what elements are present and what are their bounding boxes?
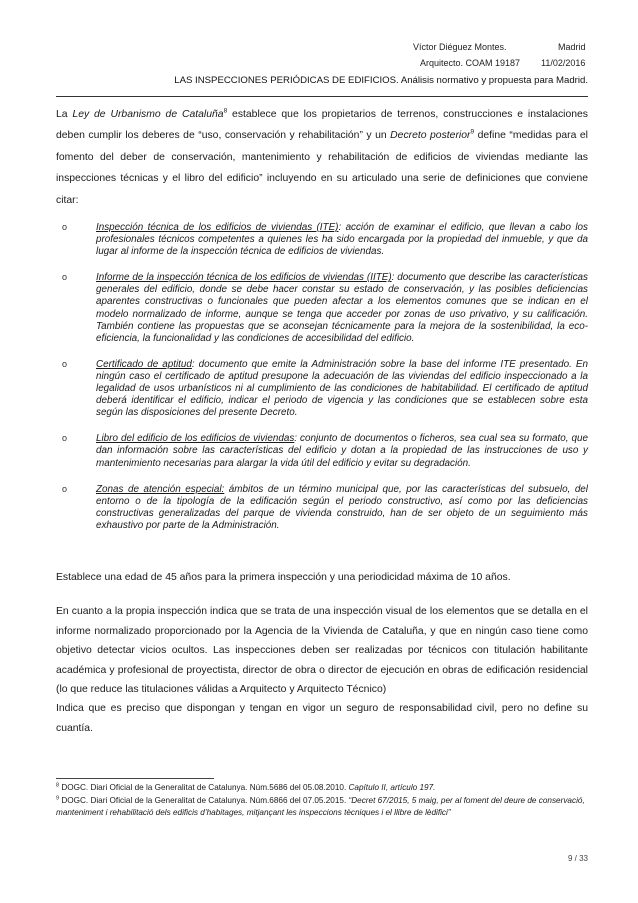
intro-text: define “medidas para el fomento del deber de conservación, mantenimiento y rehabilitación de edificios de viviendas mediante las inspecciones técnicas y el libro del edificio” incluyendo en su articulado una serie de definiciones que conviene citar:	[56, 130, 588, 206]
header-author: Víctor Diéguez Montes.	[413, 42, 507, 52]
definition-text: : acción de examinar el edificio, que llevan a cabo los profesionales técnicos competentes a quienes les ha sido encargada por la propiedad del inmueble, y que da lugar al informe de la inspección técnica de edificios de viviendas.	[96, 222, 588, 258]
bullet-icon: o	[62, 483, 68, 494]
bullet-icon: o	[62, 272, 68, 283]
footnote-ref-9: 9	[470, 128, 475, 136]
bullet-icon: o	[62, 222, 68, 232]
footnote-8	[56, 782, 588, 794]
definition-term: Informe de la inspección técnica de los edificios de viviendas (IITE)	[96, 272, 392, 284]
definition-text: : documento que emite la Administración sobre la base del informe ITE presentado. En ningún caso el certificado de aptitud presupone la adecuación de las viviendas del edificio inspeccionado a la legalidad de usos urbanísticos ni al cumplimiento de las condiciones de habitabilidad. El certificado de aptitud deberá identificar el edificio, indicar el periodo de vigencia y las condiciones que se establecen sobre esta según las disposiciones del presente Decreto.	[96, 358, 588, 419]
footnote-text: DOGC. Diari Oficial de la Generalitat de Catalunya. Núm.5686 del 05.08.2010.	[59, 783, 349, 792]
bullet-icon: o	[62, 358, 68, 369]
decree-name: Decreto posterior	[390, 130, 471, 142]
intro-text: La	[56, 109, 73, 120]
footnote-ref-8: 8	[223, 107, 228, 115]
page-number: 9 / 33	[567, 854, 588, 863]
header-date: 11/02/2016	[541, 58, 586, 68]
definition-term: Zonas de atención especial:	[96, 483, 225, 495]
insurance-paragraph: Indica que es preciso que dispongan y tengan en vigor un seguro de responsabilidad civil, pero no define su cuantía.	[56, 703, 588, 734]
footnote-rule	[56, 778, 214, 779]
definition-term: Inspección técnica de los edificios de viviendas (ITE)	[96, 222, 339, 233]
inspection-paragraph: En cuanto a la propia inspección indica que se trata de una inspección visual de los elementos que se detalla en el informe normalizado proporcionado por la Agencia de la Vivienda de Cataluña, y que en ningún caso tiene como objetivo detectar vicios ocultos. Las inspecciones deben ser realizadas por técnicos con titulación habilitante académica y profesional de proyectista, director de obra o director de ejecución en obras de edificación residencial (lo que reduce las titulaciones válidas a Arquitecto y Arquitecto Técnico)	[56, 606, 588, 695]
footnote-9	[56, 795, 588, 818]
definition-item-ite	[62, 222, 588, 258]
intro-text: establece que los propietarios de terrenos, construcciones e instalaciones deben cumplir los deberes de “uso, conservación y rehabilitación” y un	[56, 109, 589, 142]
header-rule	[56, 96, 588, 97]
footnote-number: 8	[56, 782, 60, 789]
law-name: Ley de Urbanismo de Cataluña	[72, 109, 224, 120]
age-paragraph: Establece una edad de 45 años para la primera inspección y una periodicidad máxima de 10 años.	[56, 572, 511, 583]
footnote-italic: Capítulo II, artículo 197.	[348, 783, 436, 792]
footnote-italic: “Decret 67/2015, 5 maig, per al foment del deure de conservació, manteniment i rehabilitació dels edificis d’habitages, mitjançant les inspeccions tècniques i el llibre de lèdifici”	[56, 796, 585, 817]
header-city: Madrid	[558, 42, 586, 52]
definition-item-zonas	[62, 483, 588, 532]
footnote-number: 9	[56, 795, 60, 802]
definitions-list	[56, 222, 588, 532]
definition-item-libro	[62, 433, 588, 469]
definition-text: : conjunto de documentos o ficheros, sea cual sea su formato, que dan información sobre las características del edificio y dotan a la propiedad de las instrucciones de uso y mantenimiento necesarias para alargar la vida útil del edificio y evitar su degradación.	[96, 433, 588, 469]
definition-text: : documento que describe las características generales del edificio, donde se debe hacer constar su estado de conservación, y las posibles deficiencias aparentes constructivas o funcionales que pueden afectar a los elementos comunes que se indican en el modelo normalizado de informe, aunque se tenga que acceder por zonas de uso privativo, y su calificación. También contiene las propuestas que se aconsejan técnicamente para la mejora de la sostenibilidad, la eco-eficiencia, la funcionalidad y las condiciones de accesibilidad del edificio.	[96, 272, 588, 344]
intro-paragraph	[56, 104, 588, 211]
definition-term: Libro del edificio de los edificios de viviendas	[96, 433, 295, 445]
definition-term: Certificado de aptitud	[96, 358, 192, 370]
definition-text: ámbitos de un término municipal que, por las características del subsuelo, del entorno o de la tipología de la edificación según el periodo constructivo, así como por las deficiencias constructivas generalizadas del parque de vivienda construido, han de ser objeto de un seguimiento más exhaustivo por parte de la Administración.	[96, 483, 588, 531]
header-title: LAS INSPECCIONES PERIÓDICAS DE EDIFICIOS. Análisis normativo y propuesta para Madrid.	[174, 75, 588, 86]
definition-item-iite	[62, 272, 588, 345]
definition-item-certificado	[62, 358, 588, 419]
header-credential: Arquitecto. COAM 19187	[420, 58, 521, 68]
bullet-icon: o	[62, 433, 68, 444]
footnote-text: DOGC. Diari Oficial de la Generalitat de Catalunya. Núm.6866 del 07.05.2015.	[59, 796, 349, 805]
